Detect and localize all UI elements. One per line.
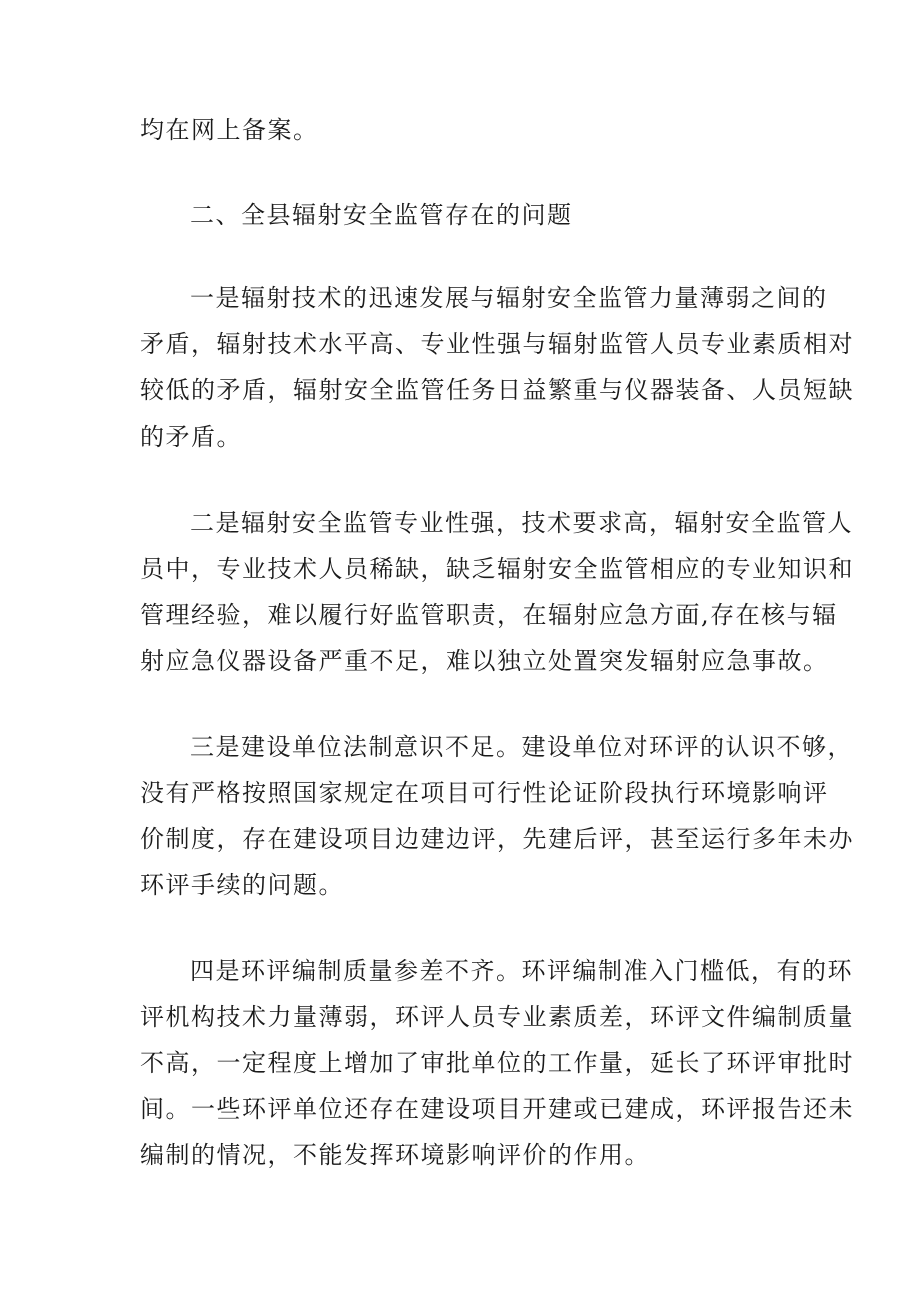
paragraph-line: 价制度，存在建设项目边建边评，先建后评，甚至运行多年未办 (140, 825, 854, 853)
paragraph-line: 评机构技术力量薄弱，环评人员专业素质差，环评文件编制质量 (140, 1003, 854, 1031)
paragraph-line: 管理经验，难以履行好监管职责，在辐射应急方面,存在核与辐 (140, 601, 838, 629)
paragraph-line: 没有严格按照国家规定在项目可行性论证阶段执行环境影响评 (140, 779, 829, 807)
paragraph-line: 不高，一定程度上增加了审批单位的工作量，延长了环评审批时 (140, 1049, 854, 1077)
paragraph-line: 较低的矛盾，辐射安全监管任务日益繁重与仪器装备、人员短缺 (140, 376, 854, 404)
paragraph-line: 一是辐射技术的迅速发展与辐射安全监管力量薄弱之间的 (190, 284, 828, 312)
paragraph-line: 射应急仪器设备严重不足，难以独立处置突发辐射应急事故。 (140, 647, 829, 675)
section-heading: 二、全县辐射安全监管存在的问题 (190, 201, 573, 229)
continuation-line: 均在网上备案。 (140, 116, 319, 144)
paragraph-line: 二是辐射安全监管专业性强，技术要求高，辐射安全监管人 (190, 509, 853, 537)
paragraph-line: 间。一些环评单位还存在建设项目开建或已建成，环评报告还未 (140, 1095, 854, 1123)
paragraph-line: 矛盾，辐射技术水平高、专业性强与辐射监管人员专业素质相对 (140, 330, 854, 358)
paragraph-line: 员中，专业技术人员稀缺，缺乏辐射安全监管相应的专业知识和 (140, 555, 854, 583)
paragraph-line: 编制的情况，不能发挥环境影响评价的作用。 (140, 1141, 650, 1169)
paragraph-line: 三是建设单位法制意识不足。建设单位对环评的认识不够， (190, 733, 853, 761)
paragraph-line: 四是环评编制质量参差不齐。环评编制准入门槛低，有的环 (190, 957, 853, 985)
paragraph-line: 环评手续的问题。 (140, 871, 344, 899)
paragraph-line: 的矛盾。 (140, 423, 242, 451)
